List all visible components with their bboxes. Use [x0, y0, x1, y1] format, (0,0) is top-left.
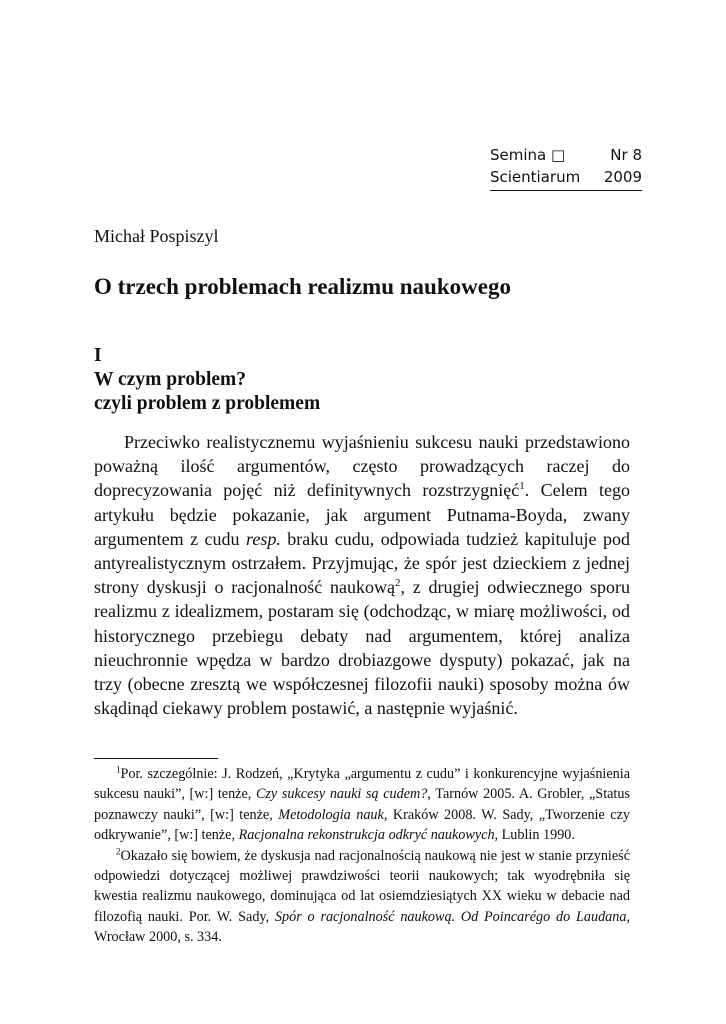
body-paragraph: Przeciwko realistycznemu wyjaśnieniu sukcesu nauki przedstawiono poważną ilość argumentów, często prowadzących raczej do doprecyzowania pojęć niż definitywnych rozstrzygnięć$^1$. Celem tego artykułu będzie pokazanie, jak argument Putnama-Boyda, zwany argumentem z cudu resp. braku cudu, odpowiada tudzież kapituluje pod antyrealistycznym ostrzałem. Przyjmując, że spór jest dzieckiem z jednej strony dyskusji o racjonalność naukową$^2$, z drugiej odwiecznego sporu realizmu z idealizmem, postaram się (odchodząc, w miarę możliwości, od historycznego przebiegu debaty nad argumentem, której analiza nieuchronnie wpędza w bardzo drobiazgowe dysputy) pokazać, jak na trzy (obecne zresztą we współczesnej filozofii nauki) sposoby można ów skądinąd ciekawy problem postawić, a następnie wyjaśnić. — [94, 432, 631, 719]
journal-header-row-2 — [490, 166, 642, 188]
footnote-2: $^2$Okazało się bowiem, że dyskusja nad racjonalnością naukową nie jest w stanie przynieść odpowiedzi dotyczącej możliwej prawdziwości teorii naukowych; tak wyodrębniła się kwestia realizmu naukowego, dominująca od lat osiemdziesiątych XX wieku w debacie nad filozofią nauki. Por. W. Sady, Spór o racjonalność naukową. Od Poincarégo do Laudana, Wrocław 2000, s. 334. — [94, 845, 630, 946]
footnotes — [94, 764, 630, 948]
section-number: I — [94, 345, 102, 366]
journal-header — [490, 144, 642, 191]
article-title: O trzech problemach realizmu naukowego — [94, 274, 511, 299]
journal-year: 2009 — [603, 168, 642, 186]
journal-name-line-2: Scientiarum — [490, 168, 581, 186]
journal-name-line-1: Semina □ — [490, 146, 566, 164]
footnote-ref-2[interactable]: 2 — [395, 577, 401, 590]
footnote-1: $^1$Por. szczególnie: J. Rodzeń, „Krytyka „argumentu z cudu” i konkurencyjne wyjaśnienia sukcesu nauki”, [w:] tenże, Czy sukcesy nauki są cudem?, Tarnów 2005. A. Grobler, „Status poznawczy nauki”, [w:] tenże, Metodologia nauk, Kraków 2008. W. Sady, „Tworzenie czy odkrywanie”, [w:] tenże, Racjonalna rekonstrukcja odkryć naukowych, Lublin 1990. — [94, 764, 630, 844]
section-heading — [94, 344, 320, 416]
box-icon: □ — [551, 146, 566, 164]
journal-issue: Nr 8 — [610, 146, 642, 164]
footnote-rule — [94, 758, 218, 759]
section-title-line-2: czyli problem z problemem — [94, 393, 321, 414]
section-title-line-1: W czym problem? — [94, 369, 247, 390]
author-name: Michał Pospiszyl — [94, 226, 219, 246]
footnote-ref-1[interactable]: 1 — [519, 480, 525, 493]
journal-header-row-1 — [490, 144, 642, 166]
